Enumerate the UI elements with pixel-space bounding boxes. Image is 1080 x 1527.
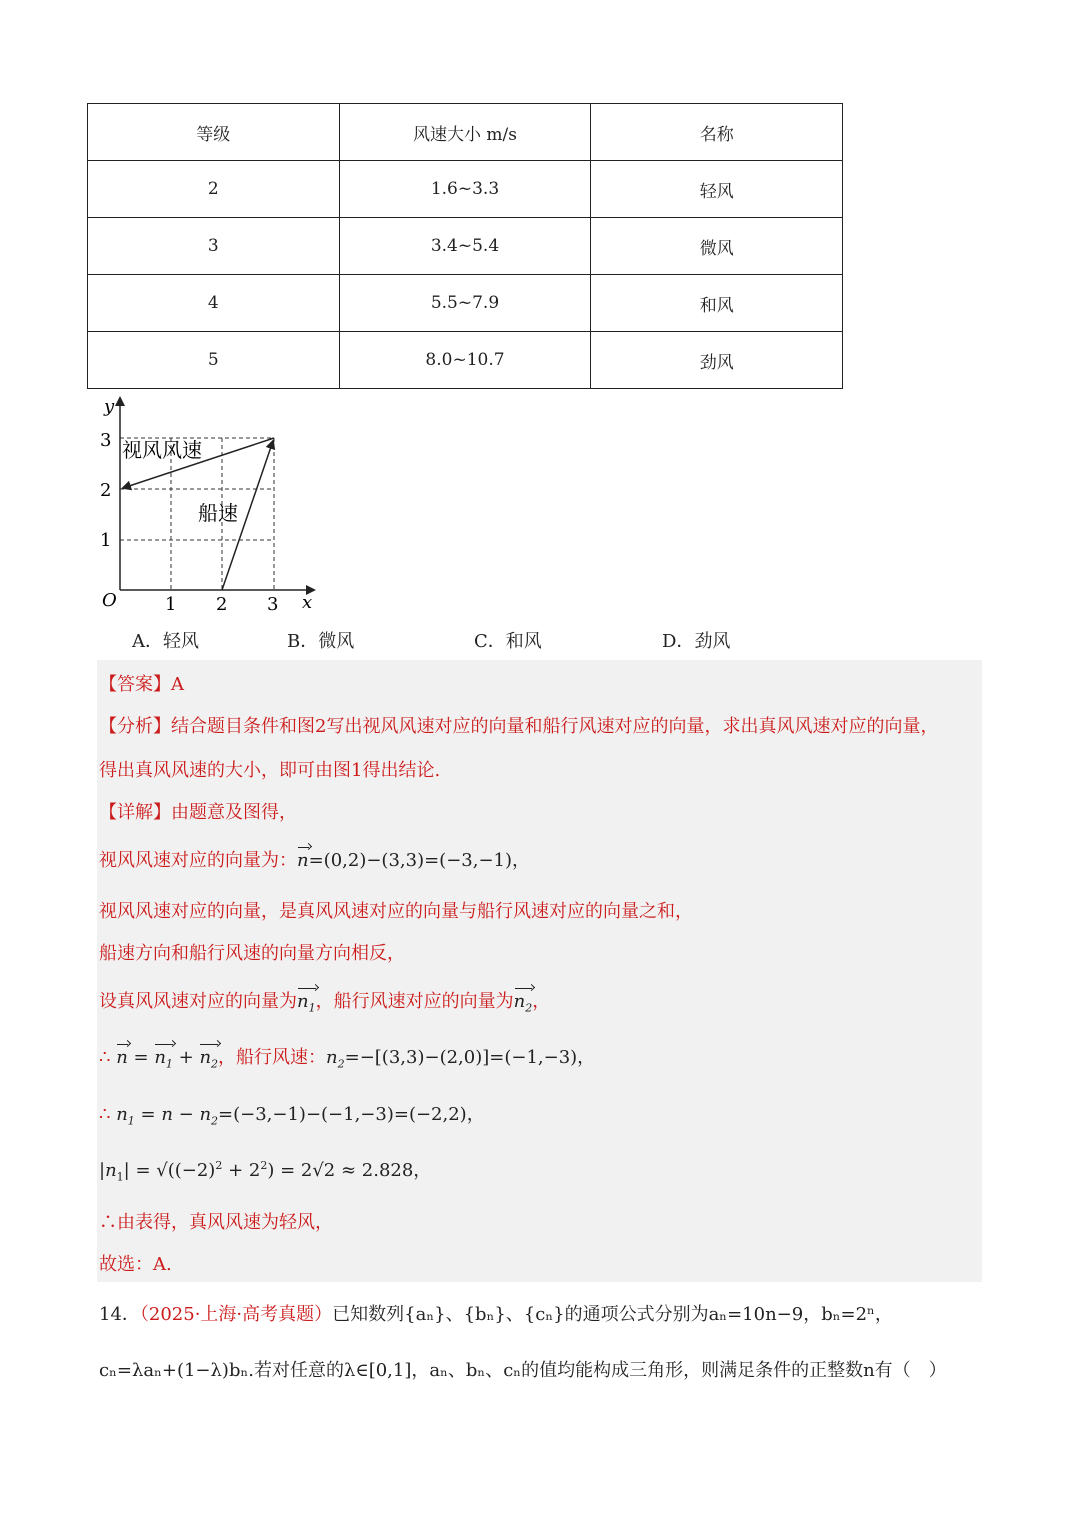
vector-n1: $n_1$ xyxy=(154,1047,173,1071)
table-cell: 轻风 xyxy=(591,161,843,218)
vector-n2: $n_2$ xyxy=(513,991,533,1015)
detail-expression: = 2√2 ≈ 2.828， xyxy=(280,1160,432,1181)
header-name: 名称 xyxy=(591,104,843,161)
table-cell: 1.6~3.3 xyxy=(339,161,591,218)
vector-n2: $n_2$ xyxy=(199,1047,219,1071)
y-tick-1: 1 xyxy=(100,530,112,551)
vector-n1: $n_1$ xyxy=(116,1104,135,1128)
table-row xyxy=(88,161,843,218)
table-row xyxy=(88,275,843,332)
option-text: 劲风 xyxy=(694,631,731,652)
wind-scale-table xyxy=(87,103,843,389)
vector-n2: $n_2$ xyxy=(326,1047,345,1071)
detail-text: 设真风风速对应的向量为 xyxy=(99,991,297,1012)
option-d[interactable] xyxy=(662,627,730,653)
question-number: 14． xyxy=(99,1304,140,1325)
vector-n2: $n_2$ xyxy=(199,1104,219,1128)
analysis-text-1: 结合题目条件和图2写出视风风速对应的向量和船行风速对应的向量，求出真风风速对应的向量， xyxy=(171,716,939,737)
vector-diagram xyxy=(92,392,332,624)
option-letter: C． xyxy=(474,631,506,652)
analysis-tag: 【分析】 xyxy=(99,716,171,737)
detail-line-sum: 视风风速对应的向量，是真风风速对应的向量与船行风速对应的向量之和， xyxy=(99,901,693,922)
question-14-line-1 xyxy=(99,1300,893,1326)
option-letter: A． xyxy=(132,631,163,652)
detail-expression: =−[(3,3)−(2,0)]=(−1,−3)， xyxy=(344,1047,596,1068)
table-cell: 8.0~10.7 xyxy=(339,332,591,389)
table-cell: 4 xyxy=(88,275,340,332)
table-cell: 3 xyxy=(88,218,340,275)
detail-line-magnitude xyxy=(99,1156,431,1184)
option-letter: B． xyxy=(287,631,319,652)
detail-line-conclusion: ∴由表得，真风风速为轻风， xyxy=(99,1212,333,1233)
vector-n: n xyxy=(297,850,309,871)
detail-line-choice: 故选：A. xyxy=(99,1254,172,1275)
header-level: 等级 xyxy=(88,104,340,161)
table-cell: 3.4~5.4 xyxy=(339,218,591,275)
therefore-symbol: ∴ xyxy=(99,1047,117,1068)
option-text: 微风 xyxy=(318,631,355,652)
option-text: 和风 xyxy=(505,631,542,652)
table-row xyxy=(88,218,843,275)
vector-n1: $n_1$ xyxy=(297,991,316,1015)
x-tick-1: 1 xyxy=(165,594,177,615)
detail-line-define xyxy=(99,987,550,1015)
table-cell: 和风 xyxy=(591,275,843,332)
detail-text: 视风风速对应的向量为： xyxy=(99,850,297,871)
vector-n: n xyxy=(161,1104,173,1125)
detail-text: ，船行风速： xyxy=(218,1047,327,1068)
y-tick-3: 3 xyxy=(100,430,112,451)
table-header-row xyxy=(88,104,843,161)
detail-line-ship-wind: ∴ $n = n_1 + n_2$，船行风速：$n_2=-[(3,3)-(2,0)]=(-1,-3)$， xyxy=(99,1047,596,1071)
apparent-wind-label: 视风风速 xyxy=(122,438,202,462)
y-axis-label: y xyxy=(104,396,115,417)
detail-expression: =(0,2)−(3,3)=(−3,−1)， xyxy=(308,850,531,871)
vector-n: n xyxy=(116,1047,128,1068)
x-axis-label: x xyxy=(302,592,313,613)
analysis-line-1 xyxy=(99,712,938,738)
detail-text: ，船行风速对应的向量为 xyxy=(315,991,514,1012)
detail-expression: =(−3,−1)−(−1,−3)=(−2,2)， xyxy=(218,1104,485,1125)
magnitude-n1: $|n_1| = √((-2)^2 + 2^2)$ xyxy=(99,1159,281,1184)
table-cell: 5 xyxy=(88,332,340,389)
x-tick-2: 2 xyxy=(216,594,228,615)
origin-label: O xyxy=(102,590,117,611)
option-a[interactable] xyxy=(132,627,199,653)
y-tick-2: 2 xyxy=(100,480,112,501)
question-14-line-2: cₙ=λaₙ+(1−λ)bₙ.若对任意的λ∈[0,1]，aₙ、bₙ、cₙ的值均能构成三角形，则满足条件的正整数n有（ ） xyxy=(99,1360,947,1381)
table-row xyxy=(88,332,843,389)
table-cell: 劲风 xyxy=(591,332,843,389)
detail-line xyxy=(99,798,297,824)
detail-text: ， xyxy=(532,991,551,1012)
therefore-symbol: ∴ xyxy=(99,1104,117,1125)
table-cell: 5.5~7.9 xyxy=(339,275,591,332)
ship-speed-label: 船速 xyxy=(198,501,238,525)
detail-text: 由题意及图得， xyxy=(171,802,297,823)
detail-line-vector-n xyxy=(99,846,530,872)
option-c[interactable] xyxy=(474,627,542,653)
option-text: 轻风 xyxy=(163,631,199,652)
option-letter: D． xyxy=(662,631,695,652)
table-cell: 2 xyxy=(88,161,340,218)
detail-line-true-wind: ∴ $n_1 = n - n_2=(-3,-1)-(-1,-3)=(-2,2)$， xyxy=(99,1104,485,1128)
detail-tag: 【详解】 xyxy=(99,802,171,823)
table-cell: 微风 xyxy=(591,218,843,275)
x-tick-3: 3 xyxy=(267,594,279,615)
answer-line: 【答案】A xyxy=(99,674,184,695)
analysis-line-2: 得出真风风速的大小，即可由图1得出结论. xyxy=(99,760,441,781)
header-speed: 风速大小 m/s xyxy=(339,104,591,161)
option-b[interactable] xyxy=(287,627,354,653)
question-source: （2025·上海·高考真题） xyxy=(139,1304,333,1325)
detail-line-opposite: 船速方向和船行风速的向量方向相反， xyxy=(99,943,405,964)
answer-panel xyxy=(97,660,982,1282)
question-text: 已知数列{aₙ}、{bₙ}、{cₙ}的通项公式分别为aₙ=10n−9，bₙ=2ⁿ， xyxy=(332,1304,893,1325)
